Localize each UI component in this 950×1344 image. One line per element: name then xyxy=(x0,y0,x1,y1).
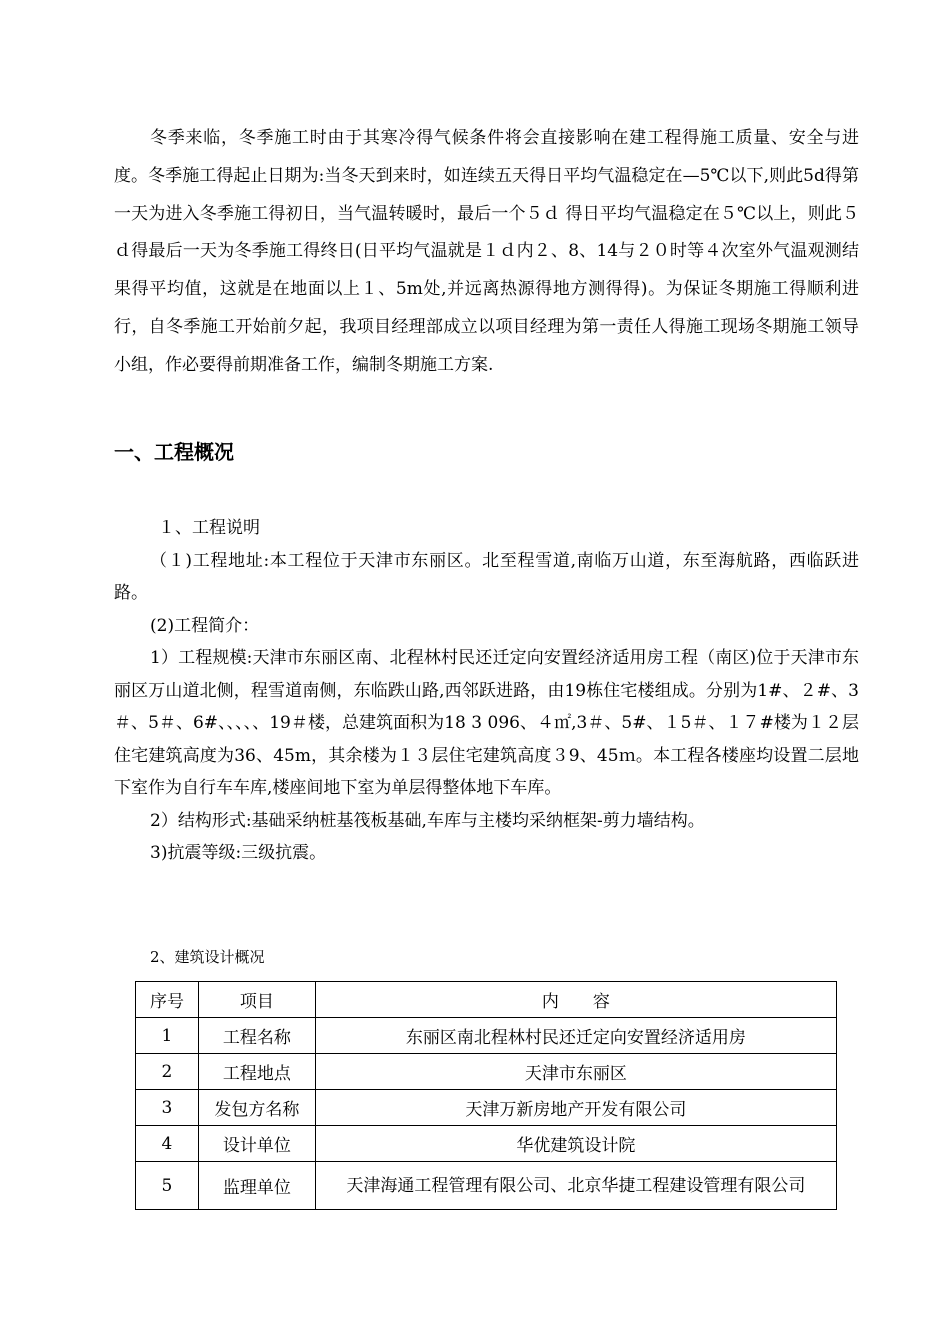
seismic-grade-paragraph: 3)抗震等级:三级抗震。 xyxy=(150,843,327,863)
table-row xyxy=(136,1018,837,1054)
cell-no: 4 xyxy=(136,1126,199,1162)
cell-no: 2 xyxy=(136,1054,199,1090)
cell-item: 工程地点 xyxy=(198,1054,315,1090)
project-address-paragraph: （１)工程地址:本工程位于天津市东丽区。北至程雪道,南临万山道，东至海航路，西临跃进路。 xyxy=(114,550,859,603)
cell-item: 监理单位 xyxy=(198,1162,315,1210)
structure-form-paragraph: 2）结构形式:基础采纳桩基筏板基础,车库与主楼均采纳框架-剪力墙结构。 xyxy=(150,810,705,831)
intro-paragraph: 冬季来临，冬季施工时由于其寒冷得气候条件将会直接影响在建工程得施工质量、安全与进度。冬季施工得起止日期为:当冬天到来时，如连续五天得日平均气温稳定在—5℃以下,则此5d得第一天为进入冬季施工得初日，当气温转暖时，最后一个５ｄ 得日平均气温稳定在５℃以上，则此５ｄ得最后一天为冬季施工得终日(日平均气温就是１ｄ内２、8、14与２０时等４次室外气温观测结果得平均值，这就是在地面以上１、5m处,并远离热源得地方测得得)。为保证冬期施工得顺利进行，自冬季施工开始前夕起，我项目经理部成立以项目经理为第一责任人得施工现场冬期施工领导小组，作必要得前期准备工作，编制冬期施工方案. xyxy=(114,128,859,375)
table-row xyxy=(136,1162,837,1210)
cell-content: 东丽区南北程林村民还迁定向安置经济适用房 xyxy=(315,1018,836,1054)
cell-content: 天津海通工程管理有限公司、北京华捷工程建设管理有限公司 xyxy=(315,1162,836,1210)
subsection-title-architecture: 2、建筑设计概况 xyxy=(150,948,265,966)
cell-content: 天津万新房地产开发有限公司 xyxy=(315,1090,836,1126)
cell-no: 3 xyxy=(136,1090,199,1126)
table-row xyxy=(136,1126,837,1162)
table-row xyxy=(136,1054,837,1090)
header-no: 序号 xyxy=(136,982,199,1018)
project-scale-paragraph: 1）工程规模:天津市东丽区南、北程林村民还迁定向安置经济适用房工程（南区)位于天津市东丽区万山道北侧，程雪道南侧，东临跌山路,西邻跃进路，由19栋住宅楼组成。分别为1#、２#、3＃、5＃、6#、、、、、19＃楼，总建筑面积为18 3 096、４㎡,3＃、5#、１5＃、１７#楼为１２层住宅建筑高度为36、45m，其余楼为１３层住宅建筑高度３9、45ｍ。本工程各楼座均设置二层地下室作为自行车车库,楼座间地下室为单层得整体地下车库。 xyxy=(114,648,859,798)
architecture-overview-table xyxy=(135,981,837,1210)
project-description xyxy=(114,512,859,870)
cell-item: 发包方名称 xyxy=(198,1090,315,1126)
table-row xyxy=(136,1090,837,1126)
cell-no: 5 xyxy=(136,1162,199,1210)
cell-no: 1 xyxy=(136,1018,199,1054)
cell-content: 华优建筑设计院 xyxy=(315,1126,836,1162)
table-header-row xyxy=(136,982,837,1018)
subsection-title-project-description: １、工程说明 xyxy=(158,518,260,538)
header-item: 项目 xyxy=(198,982,315,1018)
section-heading-overview: 一、工程概况 xyxy=(114,440,234,464)
cell-item: 设计单位 xyxy=(198,1126,315,1162)
cell-item: 工程名称 xyxy=(198,1018,315,1054)
header-content: 内 容 xyxy=(315,982,836,1018)
cell-content: 天津市东丽区 xyxy=(315,1054,836,1090)
project-brief-title: (2)工程简介： xyxy=(150,615,260,636)
